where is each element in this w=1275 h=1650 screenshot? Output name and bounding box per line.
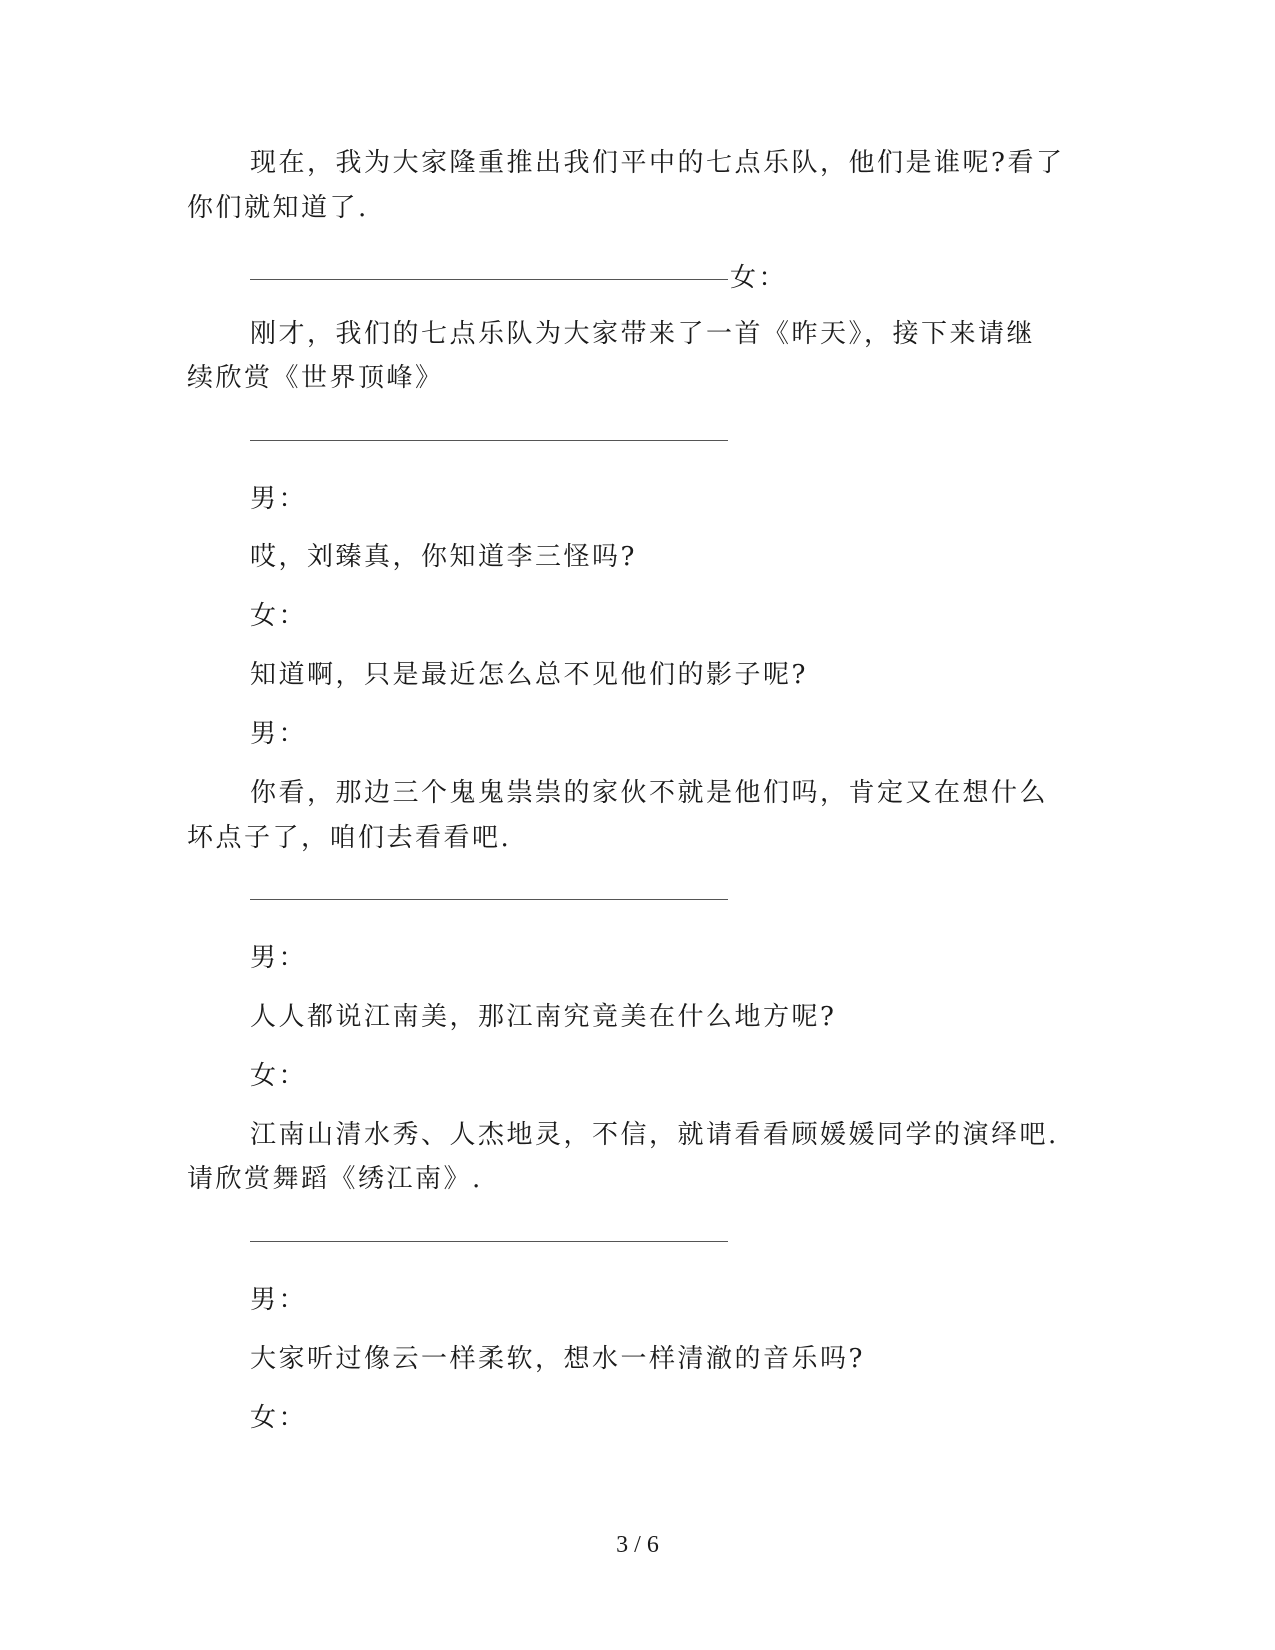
paragraph-line: 你们就知道了.: [187, 193, 369, 223]
speaker-label-female: 女：: [250, 1061, 308, 1091]
paragraph-line: 刚才，我们的七点乐队为大家带来了一首《昨天》，接下来请继: [250, 319, 1036, 349]
paragraph-line: 坏点子了，咱们去看看吧.: [187, 823, 512, 853]
speaker-label-male: 男：: [250, 484, 308, 514]
speaker-label-male: 男：: [250, 719, 308, 749]
separator-line: [250, 899, 728, 900]
paragraph-line: 知道啊，只是最近怎么总不见他们的影子呢?: [250, 660, 808, 690]
separator-line: [250, 440, 728, 441]
paragraph-line: 现在，我为大家隆重推出我们平中的七点乐队，他们是谁呢?看了: [250, 148, 1065, 178]
speaker-label-female: 女：: [250, 601, 308, 631]
speaker-label-male: 男：: [250, 943, 308, 973]
paragraph-line: 续欣赏《世界顶峰》: [187, 363, 444, 393]
speaker-label-female: 女：: [250, 1403, 308, 1433]
speaker-label-male: 男：: [250, 1285, 308, 1315]
paragraph-line: 江南山清水秀、人杰地灵，不信，就请看看顾媛媛同学的演绎吧.: [250, 1120, 1059, 1150]
paragraph-line: 人人都说江南美，那江南究竟美在什么地方呢?: [250, 1002, 837, 1032]
page-number: 3 / 6: [616, 1532, 659, 1558]
separator-line: [250, 279, 728, 280]
separator-line: [250, 1241, 728, 1242]
paragraph-line: 你看，那边三个鬼鬼祟祟的家伙不就是他们吗，肯定又在想什么: [250, 778, 1049, 808]
paragraph-line: 请欣赏舞蹈《绣江南》.: [187, 1164, 483, 1194]
speaker-label-female: 女：: [730, 263, 788, 293]
paragraph-line: 哎，刘臻真，你知道李三怪吗?: [250, 542, 637, 572]
paragraph-line: 大家听过像云一样柔软，想水一样清澈的音乐吗?: [250, 1344, 865, 1374]
